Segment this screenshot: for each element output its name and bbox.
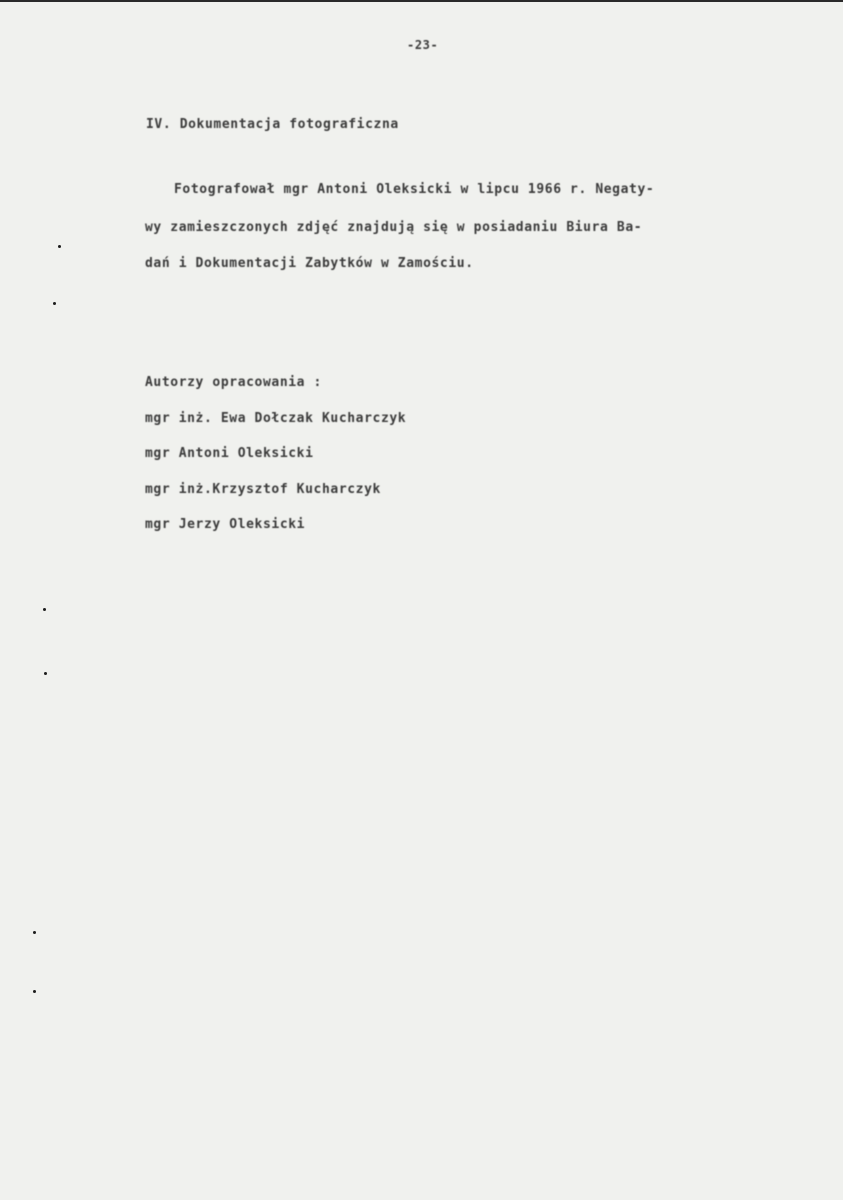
binder-hole-dot — [58, 245, 61, 248]
binder-hole-dot — [44, 672, 47, 675]
authors-heading: Autorzy opracowania : — [145, 375, 322, 390]
page-number: -23- — [407, 38, 439, 52]
author-entry: mgr Jerzy Oleksicki — [145, 517, 306, 532]
binder-hole-dot — [33, 931, 36, 934]
binder-hole-dot — [33, 990, 36, 993]
author-entry: mgr Antoni Oleksicki — [145, 446, 314, 461]
author-entry: mgr inż.Krzysztof Kucharczyk — [145, 482, 381, 497]
paragraph-line: wy zamieszczonych zdjęć znajdują się w posiadaniu Biura Ba- — [145, 220, 643, 235]
section-title: IV. Dokumentacja fotograficzna — [146, 117, 399, 132]
author-entry: mgr inż. Ewa Dołczak Kucharczyk — [145, 411, 407, 426]
binder-hole-dot — [43, 608, 46, 611]
paragraph-line: Fotografował mgr Antoni Oleksicki w lipcu 1966 r. Negaty- — [174, 182, 655, 197]
paragraph-line: dań i Dokumentacji Zabytków w Zamościu. — [145, 256, 474, 271]
binder-hole-dot — [53, 302, 56, 305]
